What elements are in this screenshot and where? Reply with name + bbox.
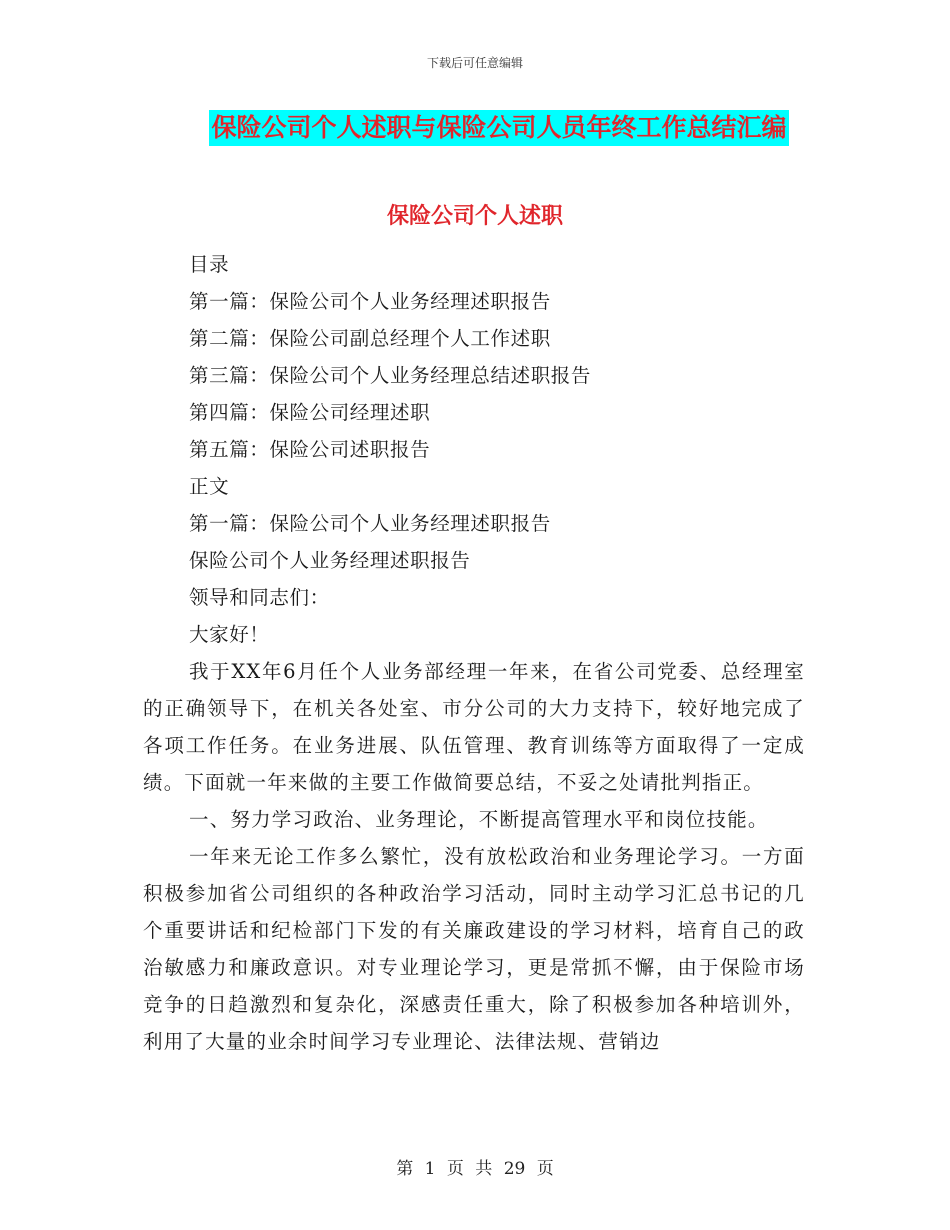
sub-title: 保险公司个人述职 (386, 203, 563, 229)
toc-item: 第四篇：保险公司经理述职 (189, 401, 431, 424)
toc-item: 第二篇：保险公司副总经理个人工作述职 (189, 327, 551, 350)
report-title: 保险公司个人业务经理述职报告 (189, 549, 471, 572)
document-body (143, 246, 805, 1060)
body-label: 正文 (189, 475, 230, 498)
toc-label: 目录 (189, 253, 230, 276)
page-footer: 第 1 页 共 29 页 (396, 1159, 554, 1179)
toc-item: 第一篇：保险公司个人业务经理述职报告 (189, 290, 551, 313)
main-title-container (0, 110, 950, 146)
toc-item: 第五篇：保险公司述职报告 (189, 438, 431, 461)
greeting: 大家好！ (189, 623, 270, 646)
salutation: 领导和同志们： (189, 586, 330, 609)
chapter-heading: 第一篇：保险公司个人业务经理述职报告 (189, 512, 551, 535)
header-note: 下载后可任意编辑 (426, 56, 523, 70)
body-paragraph: 一年来无论工作多么繁忙，没有放松政治和业务理论学习。一方面积极参加省公司组织的各种政治学习活动，同时主动学习汇总书记的几个重要讲话和纪检部门下发的有关廉政建设的学习材料，培育自己的政治敏感力和廉政意识。对专业理论学习，更是常抓不懈，由于保险市场竞争的日趋激烈和复杂化，深感责任重大，除了积极参加各种培训外，利用了大量的业余时间学习专业理论、法律法规、营销边 (143, 845, 805, 1053)
section-heading: 一、努力学习政治、业务理论，不断提高管理水平和岗位技能。 (189, 808, 769, 831)
toc-item: 第三篇：保险公司个人业务经理总结述职报告 (189, 364, 592, 387)
main-title: 保险公司个人述职与保险公司人员年终工作总结汇编 (209, 110, 788, 146)
body-paragraph: 我于XX年6月任个人业务部经理一年来，在省公司党委、总经理室的正确领导下，在机关各处室、市分公司的大力支持下，较好地完成了各项工作任务。在业务进展、队伍管理、教育训练等方面取得了一定成绩。下面就一年来做的主要工作做简要总结，不妥之处请批判指正。 (143, 660, 805, 794)
